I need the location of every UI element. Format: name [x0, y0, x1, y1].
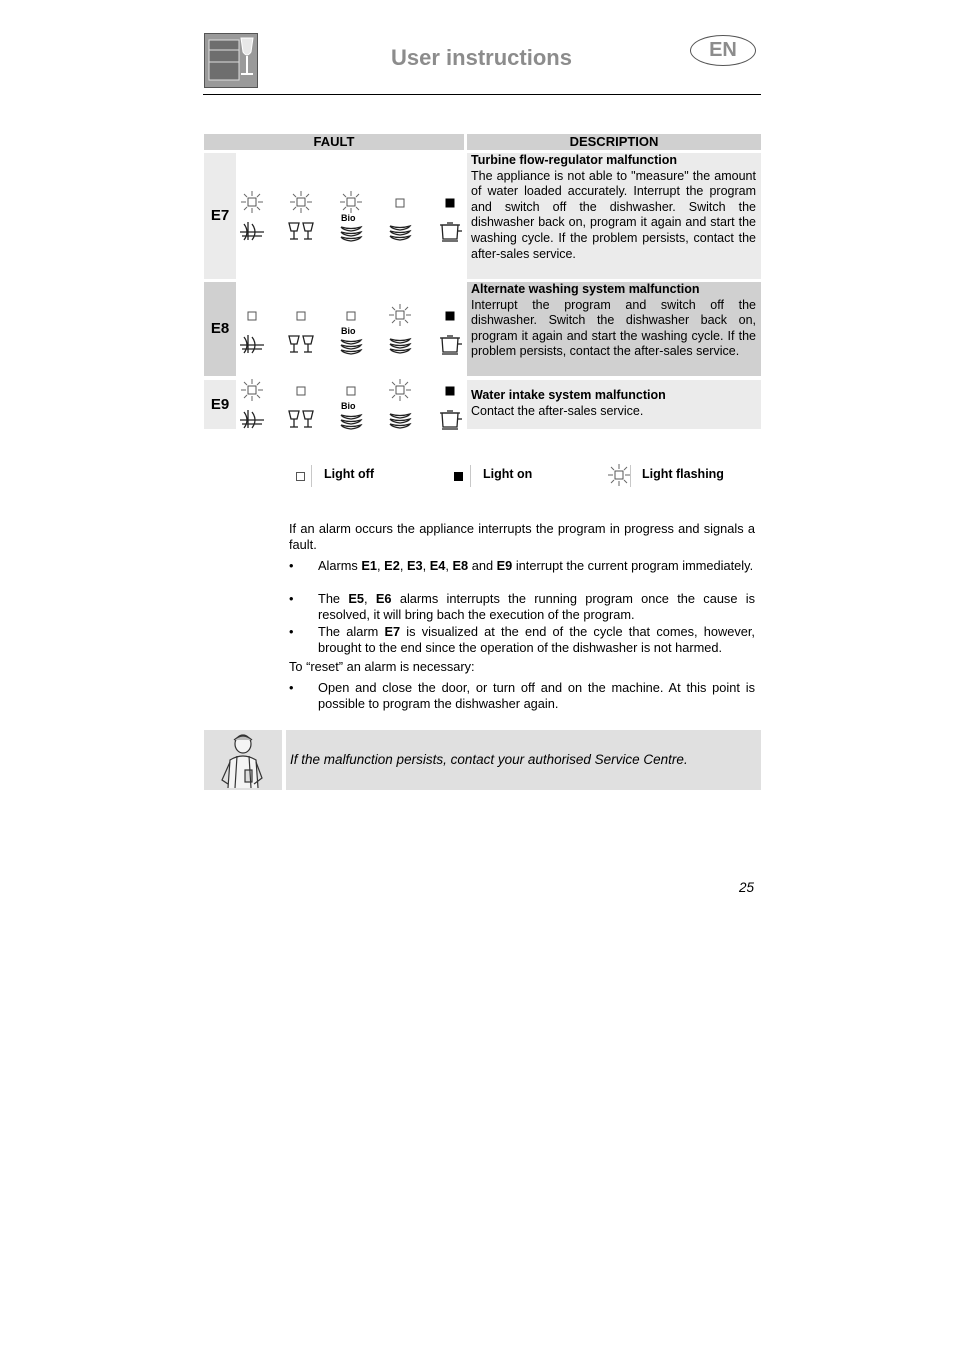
light-flashing-icon [240, 190, 264, 219]
plates-icon [386, 408, 414, 435]
light-off-icon [295, 384, 307, 402]
fault-title: Turbine flow-regulator malfunction [471, 153, 678, 167]
rinse-icon [238, 220, 266, 247]
bullet-dot: • [289, 624, 294, 639]
technician-icon [204, 730, 282, 790]
light-off-icon [345, 309, 357, 327]
light-off-icon [295, 309, 307, 327]
bullet-text: Alarms E1, E2, E3, E4, E8 and E9 interrupt the current program immediately. [318, 558, 754, 573]
light-off-icon [345, 384, 357, 402]
bullet-text: Open and close the door, or turn off and on the machine. At this point is possible to program the dishwasher again. [318, 680, 755, 711]
fault-row-e7 [204, 153, 761, 279]
bullet-text: The E5, E6 alarms interrupts the running program once the cause is resolved, it will bring bach the execution of the program. [318, 591, 755, 622]
light-flashing-icon [607, 463, 631, 492]
description-column-header: DESCRIPTION [467, 134, 761, 150]
fault-text: Contact the after-sales service. [471, 403, 644, 418]
glasses-icon [287, 220, 315, 247]
plates-icon [386, 220, 414, 247]
fault-column-header: FAULT [204, 134, 464, 150]
bio-label: Bio [341, 326, 356, 336]
language-badge: EN [690, 35, 756, 66]
light-off-icon [295, 470, 307, 488]
light-on-icon [444, 196, 456, 214]
light-on-icon [453, 470, 465, 488]
fault-title: Alternate washing system malfunction [471, 282, 700, 296]
bullet-dot: • [289, 558, 294, 573]
light-flashing-icon [240, 378, 264, 407]
plates-icon [386, 333, 414, 360]
glasses-icon [287, 333, 315, 360]
pot-icon [436, 407, 464, 436]
legend-separator [311, 465, 312, 487]
bio-plates-icon [337, 333, 365, 360]
bio-label: Bio [341, 213, 356, 223]
pot-icon [436, 332, 464, 361]
legend-separator [630, 465, 631, 487]
rinse-icon [238, 408, 266, 435]
bullet-text: The alarm E7 is visualized at the end of the cycle that comes, however, brought to the end since the operation of the dishwasher is not harmed. [318, 624, 755, 655]
legend-light-on: Light on [483, 467, 533, 481]
bio-plates-icon [337, 220, 365, 247]
fault-row-e8 [204, 282, 761, 376]
light-flashing-icon [388, 303, 412, 332]
bio-label: Bio [341, 401, 356, 411]
dishwasher-logo [204, 33, 258, 88]
legend-separator [470, 465, 471, 487]
light-flashing-icon [388, 378, 412, 407]
fault-title: Water intake system malfunction [471, 388, 666, 402]
fault-description [467, 380, 761, 429]
legend-light-flashing: Light flashing [642, 467, 724, 481]
fault-code: E7 [204, 153, 236, 279]
light-on-icon [444, 309, 456, 327]
light-off-icon [394, 196, 406, 214]
glasses-icon [287, 408, 315, 435]
light-off-icon [246, 309, 258, 327]
reset-paragraph: To “reset” an alarm is necessary: [289, 659, 475, 674]
fault-text: The appliance is not able to "measure" the amount of water loaded accurately. Interrupt the program and switch off the dishwasher. Switch the dishwasher back on, program it again and start the washing cycle. If the problem persists, contact the after-sales service. [471, 168, 756, 261]
service-notice: If the malfunction persists, contact your authorised Service Centre. [286, 730, 761, 790]
fault-description [467, 153, 761, 279]
pot-icon [436, 219, 464, 248]
fault-text: Interrupt the program and switch off the dishwasher. Switch the dishwasher back on, program it again and start the washing cycle. If the problem persists, contact the after-sales service. [471, 297, 756, 359]
light-flashing-icon [289, 190, 313, 219]
bullet-dot: • [289, 680, 294, 695]
fault-code: E9 [204, 380, 236, 429]
rinse-icon [238, 333, 266, 360]
header-divider [203, 94, 761, 95]
bio-plates-icon [337, 408, 365, 435]
fault-code: E8 [204, 282, 236, 376]
page-number: 25 [739, 880, 755, 895]
legend-light-off: Light off [324, 467, 374, 481]
bullet-dot: • [289, 591, 294, 606]
fault-description [467, 282, 761, 376]
light-on-icon [444, 384, 456, 402]
page-title: User instructions [391, 45, 572, 70]
intro-paragraph: If an alarm occurs the appliance interrupts the program in progress and signals a fault. [289, 521, 755, 552]
